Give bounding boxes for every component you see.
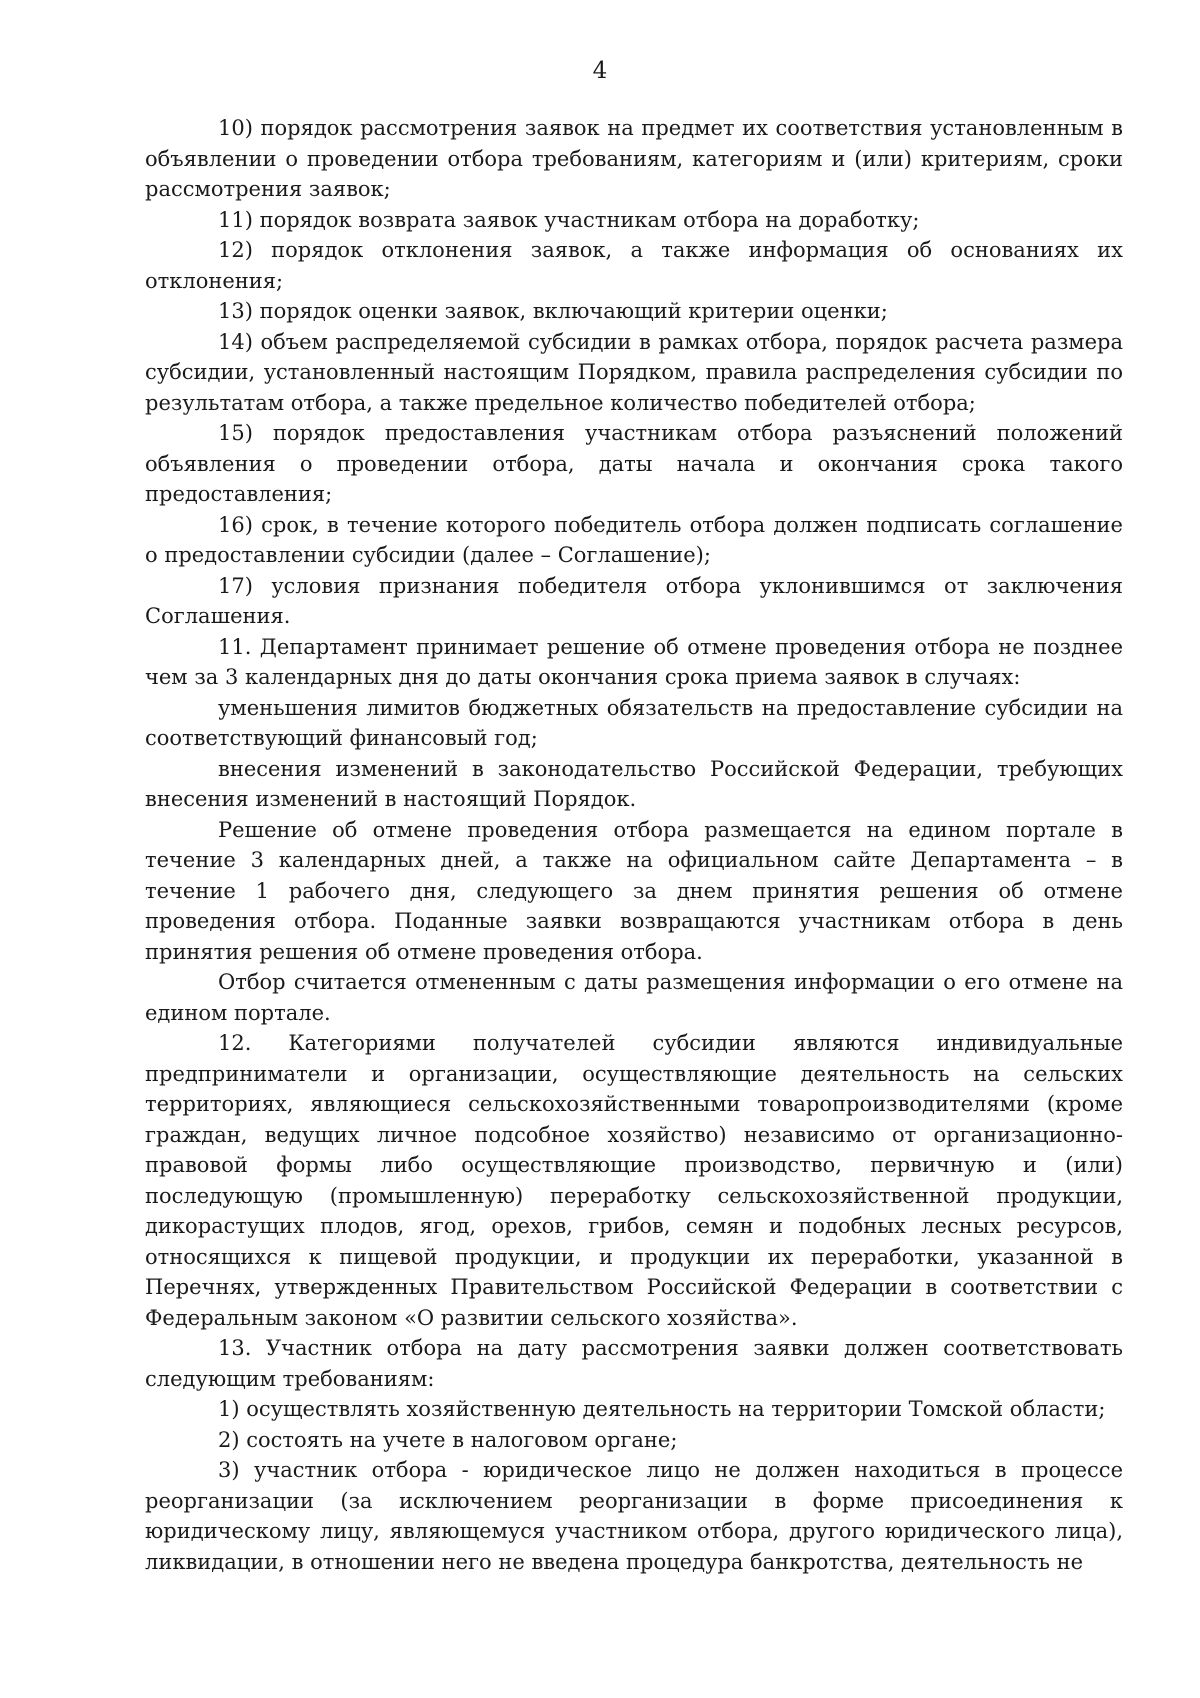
page-number: 4 bbox=[592, 58, 608, 84]
paragraph: 13) порядок оценки заявок, включающий критерии оценки; bbox=[218, 299, 888, 323]
paragraph: 12. Категориями получателей субсидии являются индивидуальные предприниматели и организации, осуществляющие деятельность на сельских территориях, являющиеся сельскохозяйственными товаропроизводителями (кроме граждан, ведущих личное подсобное хозяйство) независимо от организационно-правовой формы либо осуществляющие производство, первичную и (или) последующую (промышленную) переработку сельскохозяйственной продукции, дикорастущих плодов, ягод, орехов, грибов, семян и подобных лесных ресурсов, относящихся к пищевой продукции, и продукции их переработки, указанной в Перечнях, утвержденных Правительством Российской Федерации в соответствии с Федеральным законом «О развитии сельского хозяйства». bbox=[145, 1031, 1123, 1330]
paragraph: 11. Департамент принимает решение об отмене проведения отбора не позднее чем за 3 календарных дня до даты окончания срока приема заявок в случаях: bbox=[145, 634, 1123, 689]
body-text bbox=[145, 113, 1123, 1577]
paragraph: 2) состоять на учете в налоговом органе; bbox=[218, 1427, 678, 1452]
paragraph: 12) порядок отклонения заявок, а также информация об основаниях их отклонения; bbox=[145, 238, 1123, 293]
paragraph: 11) порядок возврата заявок участникам отбора на доработку; bbox=[218, 207, 920, 232]
paragraph: Отбор считается отмененным с даты размещения информации о его отмене на едином портале. bbox=[145, 970, 1123, 1025]
paragraph: Решение об отмене проведения отбора размещается на едином портале в течение 3 календарных дней, а также на официальном сайте Департамента – в течение 1 рабочего дня, следующего за днем принятия решения об отмене проведения отбора. Поданные заявки возвращаются участникам отбора в день принятия решения об отмене проведения отбора. bbox=[145, 817, 1123, 964]
paragraph: 17) условия признания победителя отбора уклонившимся от заключения Соглашения. bbox=[145, 573, 1123, 628]
paragraph: внесения изменений в законодательство Российской Федерации, требующих внесения изменений в настоящий Порядок. bbox=[145, 756, 1123, 811]
paragraph: 3) участник отбора - юридическое лицо не должен находиться в процессе реорганизации (за исключением реорганизации в форме присоединения к юридическому лицу, являющемуся участником отбора, другого юридического лица), ликвидации, в отношении него не введена процедура банкротства, деятельность не bbox=[145, 1458, 1123, 1574]
paragraph: 15) порядок предоставления участникам отбора разъяснений положений объявления о проведении отбора, даты начала и окончания срока такого предоставления; bbox=[145, 421, 1123, 506]
paragraph: 13. Участник отбора на дату рассмотрения заявки должен соответствовать следующим требованиям: bbox=[145, 1336, 1123, 1391]
paragraph: 16) срок, в течение которого победитель отбора должен подписать соглашение о предоставлении субсидии (далее – Соглашение); bbox=[145, 512, 1123, 567]
paragraph: 10) порядок рассмотрения заявок на предмет их соответствия установленным в объявлении о проведении отбора требованиям, категориям и (или) критериям, сроки рассмотрения заявок; bbox=[145, 116, 1123, 201]
paragraph: 1) осуществлять хозяйственную деятельность на территории Томской области; bbox=[218, 1397, 1106, 1421]
paragraph: уменьшения лимитов бюджетных обязательств на предоставление субсидии на соответствующий финансовый год; bbox=[145, 695, 1123, 750]
paragraph: 14) объем распределяемой субсидии в рамках отбора, порядок расчета размера субсидии, установленный настоящим Порядком, правила распределения субсидии по результатам отбора, а также предельное количество победителей отбора; bbox=[145, 329, 1123, 415]
